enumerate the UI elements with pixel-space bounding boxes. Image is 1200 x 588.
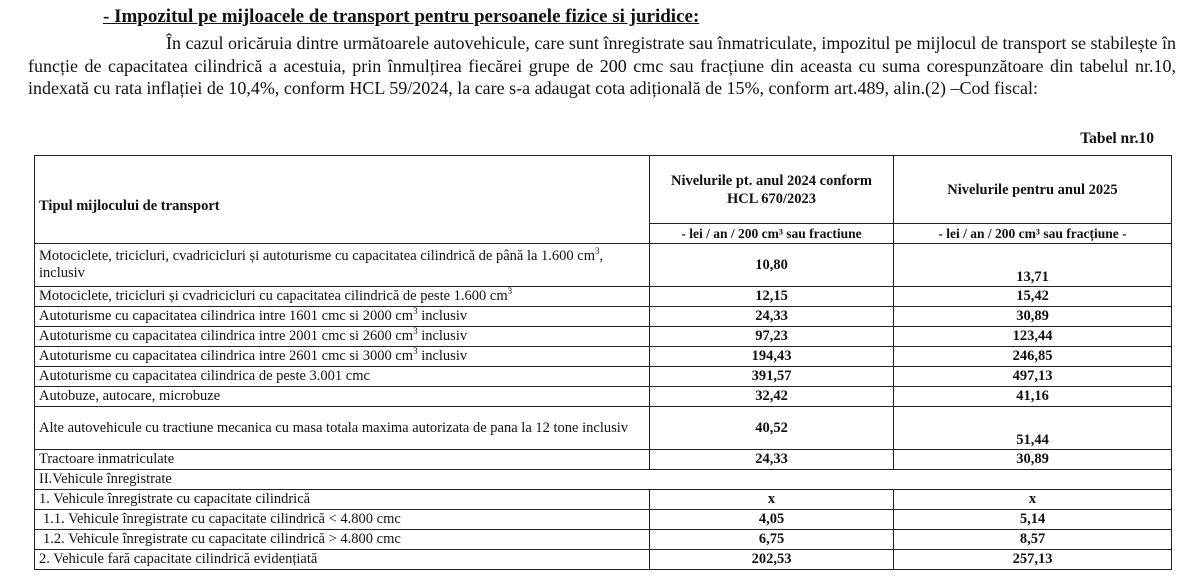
table-row [35, 530, 1172, 550]
unit-2025: - lei / an / 200 cm³ sau fracțiune - [894, 224, 1172, 244]
row-label: 2. Vehicule fară capacitate cilindrică evidențiată [35, 550, 650, 570]
value-2025: 30,89 [894, 307, 1172, 327]
header-2025: Nivelurile pentru anul 2025 [894, 156, 1172, 224]
row-label: Autoturisme cu capacitatea cilindrica intre 2601 cmc si 3000 $cm^3$ inclusiv [35, 347, 650, 367]
row-label: Tractoare inmatriculate [35, 450, 650, 470]
row-label: Motociclete, tricicluri, cvadricicluri și autoturisme cu capacitatea cilindrică de până la 1.600 $cm^3$, inclusiv [35, 244, 650, 287]
table-row [35, 367, 1172, 387]
value-2025: 15,42 [894, 287, 1172, 307]
table-row [35, 550, 1172, 570]
table-row [35, 327, 1172, 347]
table-header-row [35, 156, 1172, 224]
table-row [35, 244, 1172, 287]
value-2024: 12,15 [650, 287, 894, 307]
table-row [35, 490, 1172, 510]
value-2024: 10,80 [650, 244, 894, 287]
section-label: II.Vehicule înregistrate [35, 470, 1172, 490]
value-2024: 40,52 [650, 407, 894, 450]
row-label: Autoturisme cu capacitatea cilindrica de peste 3.001 cmc [35, 367, 650, 387]
value-2024: 24,33 [650, 450, 894, 470]
row-label: Alte autovehicule cu tractiune mecanica cu masa totala maxima autorizata de pana la 12 tone inclusiv [35, 407, 650, 450]
table-row [35, 387, 1172, 407]
header-2024: Nivelurile pt. anul 2024 conform HCL 670/2023 [650, 156, 894, 224]
table-row [35, 450, 1172, 470]
value-2025: 30,89 [894, 450, 1172, 470]
table-row [35, 307, 1172, 327]
value-2025: 497,13 [894, 367, 1172, 387]
row-label: Motociclete, tricicluri și cvadricicluri cu capacitatea cilindrică de peste 1.600 $cm^3$ [35, 287, 650, 307]
value-2024: 97,23 [650, 327, 894, 347]
value-2025: 123,44 [894, 327, 1172, 347]
value-2025: 51,44 [894, 407, 1172, 450]
value-2025: 8,57 [894, 530, 1172, 550]
value-2025: x [894, 490, 1172, 510]
row-label: Autoturisme cu capacitatea cilindrica intre 2001 cmc si 2600 $cm^3$ inclusiv [35, 327, 650, 347]
value-2025: 41,16 [894, 387, 1172, 407]
header-type: Tipul mijlocului de transport [35, 156, 650, 244]
row-label: Autoturisme cu capacitatea cilindrica intre 1601 cmc si 2000 $cm^3$ inclusiv [35, 307, 650, 327]
value-2025: 257,13 [894, 550, 1172, 570]
value-2024: 4,05 [650, 510, 894, 530]
section-heading: - Impozitul pe mijloacele de transport pentru persoanele fizice si juridice: [103, 6, 700, 27]
tax-rates-table [34, 155, 1172, 570]
table-row [35, 347, 1172, 367]
unit-2024: - lei / an / 200 cm³ sau fractiune [650, 224, 894, 244]
row-label: 1. Vehicule înregistrate cu capacitate cilindrică [35, 490, 650, 510]
value-2024: 391,57 [650, 367, 894, 387]
value-2024: 24,33 [650, 307, 894, 327]
row-label: Autobuze, autocare, microbuze [35, 387, 650, 407]
value-2025: 246,85 [894, 347, 1172, 367]
value-2025: 13,71 [894, 244, 1172, 287]
intro-paragraph: În cazul oricăruia dintre următoarele autovehicule, care sunt înregistrate sau înmatriculate, impozitul pe mijlocul de transport se stabilește în funcție de capacitatea cilindrică a acestuia, prin înmulțirea fiecărei grupe de 200 cmc sau fracțiune din aceasta cu suma corespunzătoare din tabelul nr.10, indexată cu rata inflației de 10,4%, conform HCL 59/2024, la care s-a adaugat cota adițională de 15%, conform art.489, alin.(2) –Cod fiscal: [28, 33, 1176, 98]
table-row [35, 407, 1172, 450]
value-2025: 5,14 [894, 510, 1172, 530]
value-2024: x [650, 490, 894, 510]
row-label: 1.1. Vehicule înregistrate cu capacitate cilindrică < 4.800 cmc [35, 510, 650, 530]
table-label: Tabel nr.10 [1080, 130, 1154, 147]
table-row [35, 510, 1172, 530]
value-2024: 202,53 [650, 550, 894, 570]
value-2024: 32,42 [650, 387, 894, 407]
value-2024: 194,43 [650, 347, 894, 367]
table-row [35, 287, 1172, 307]
row-label: 1.2. Vehicule înregistrate cu capacitate cilindrică > 4.800 cmc [35, 530, 650, 550]
value-2024: 6,75 [650, 530, 894, 550]
section-row [35, 470, 1172, 490]
